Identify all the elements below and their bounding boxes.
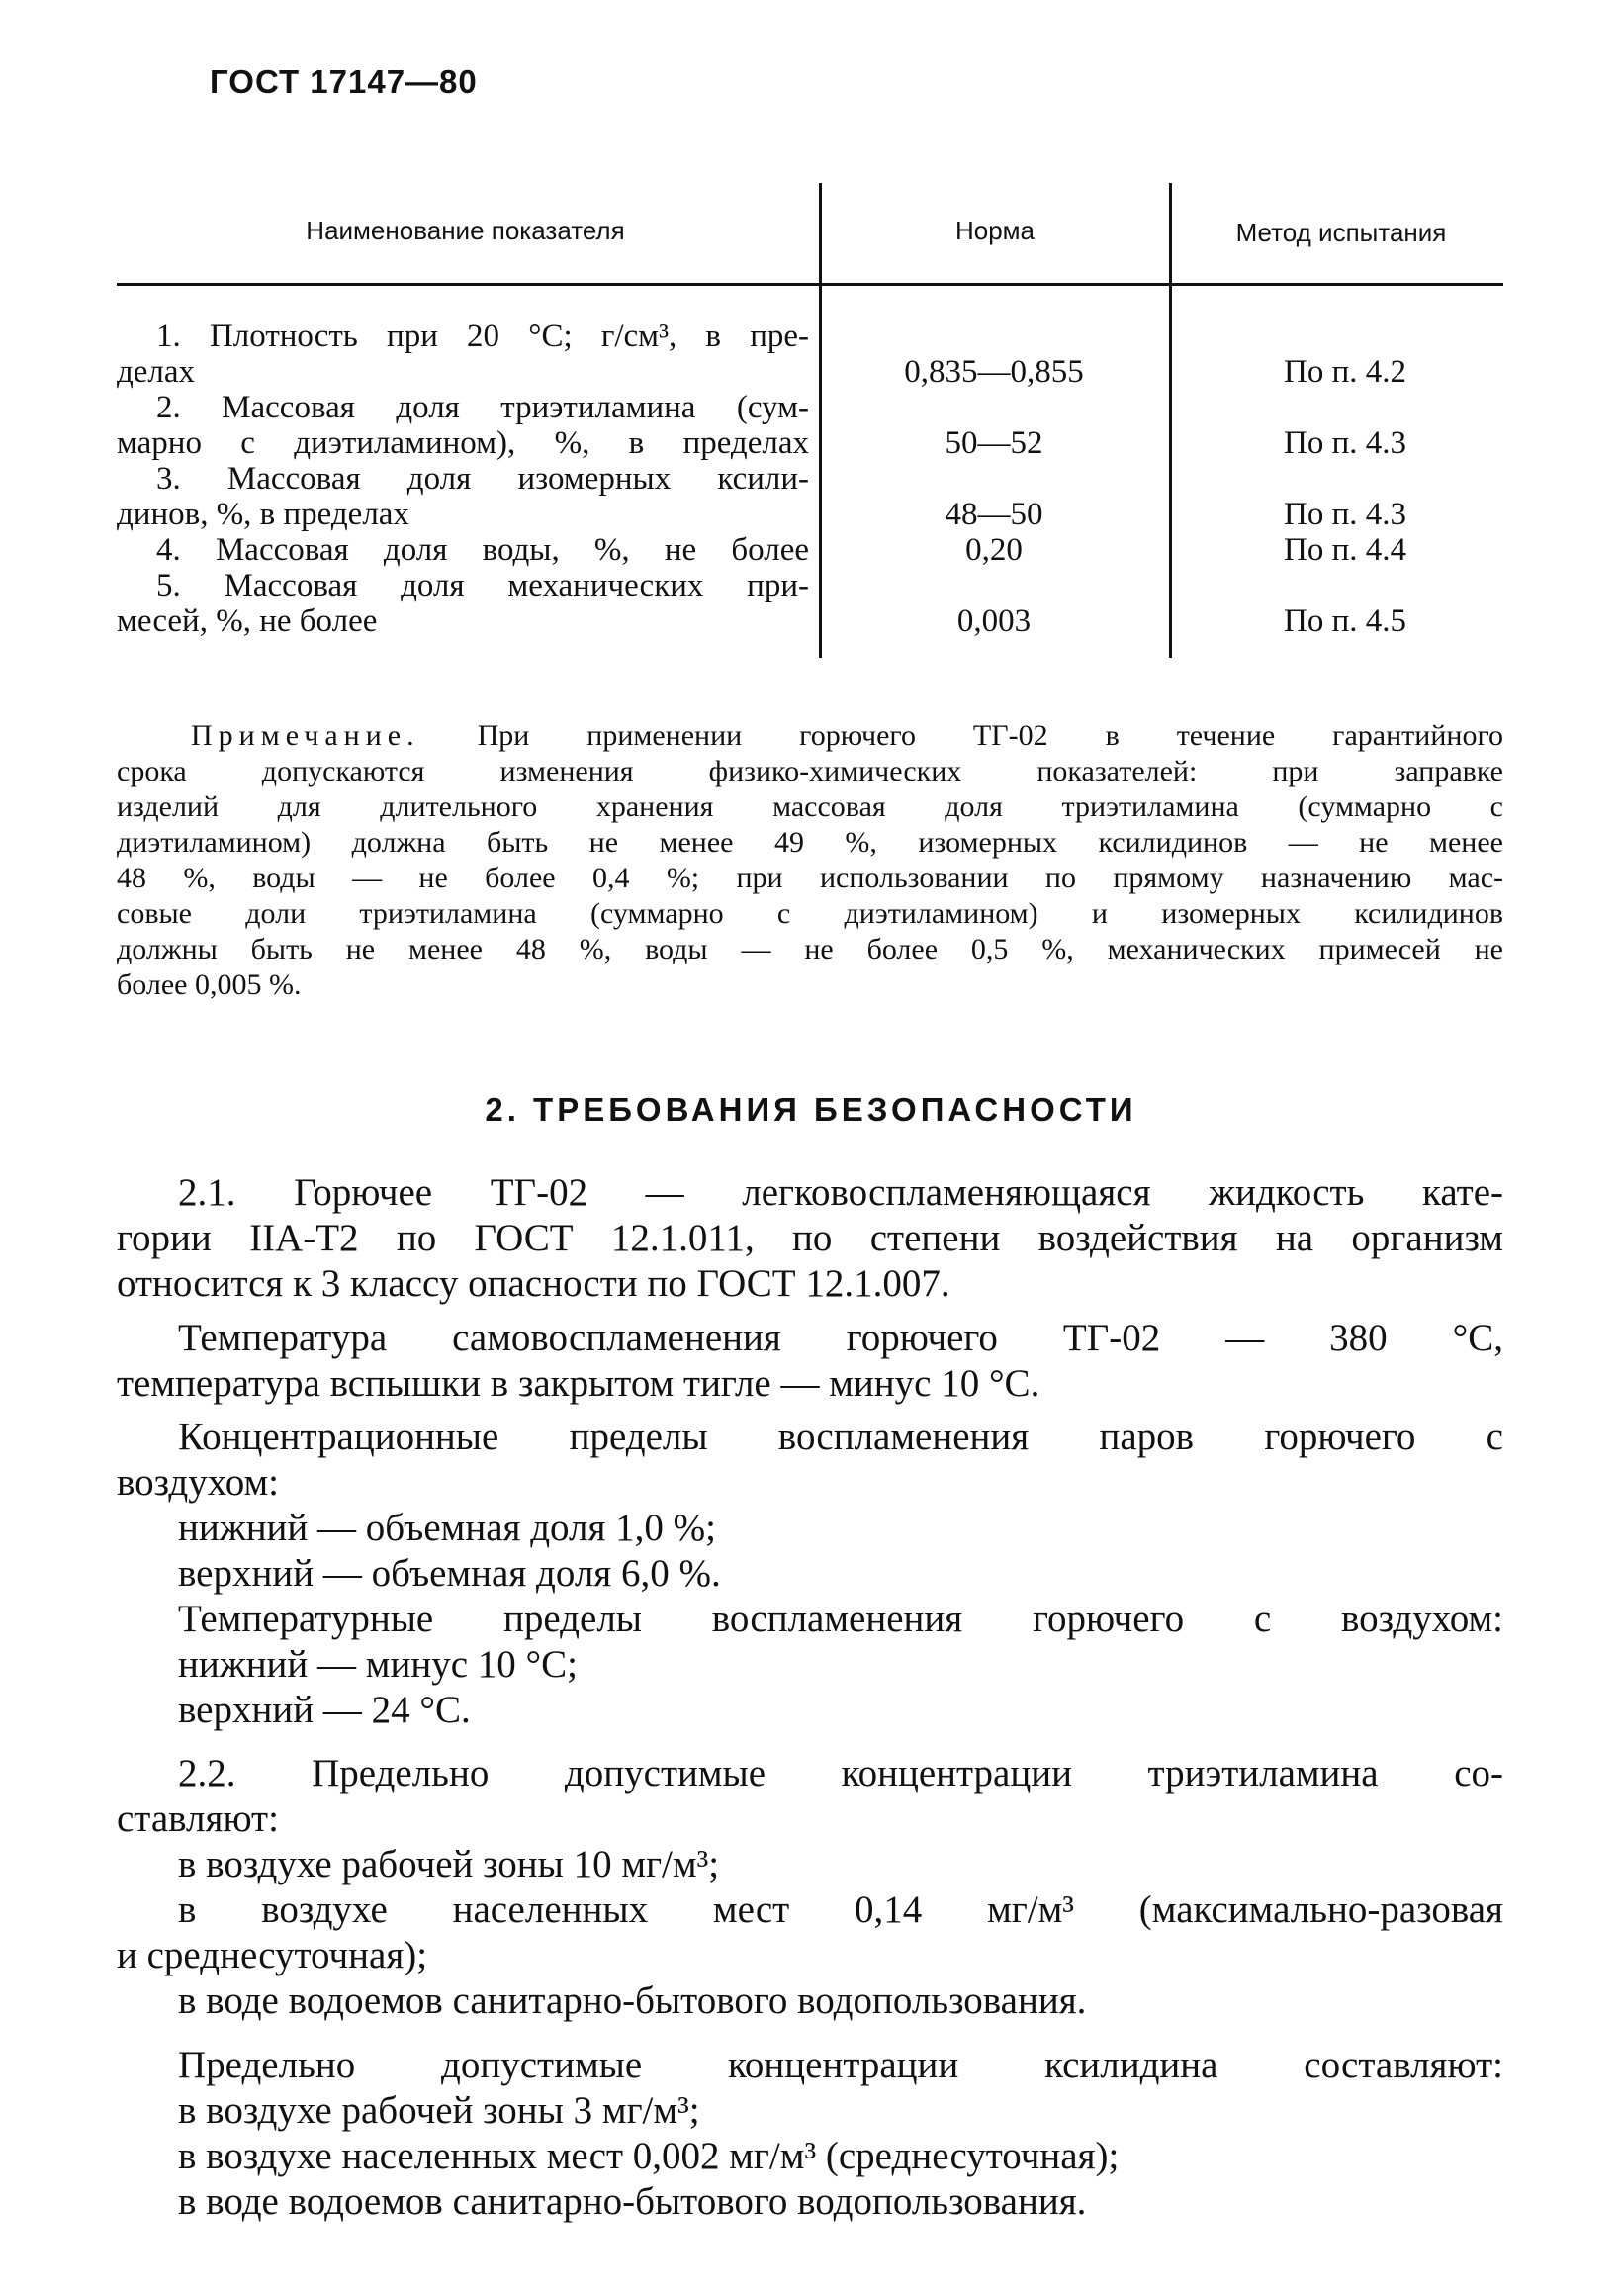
table-row-1-norm: 0,835—0,855 xyxy=(904,354,1084,390)
table-row-3-method: По п. 4.3 xyxy=(1284,497,1406,532)
paragraph-xylidine: Предельно допустимые концентрации ксилидина составляют: в воздухе рабочей зоны 3 мг/м³; в воздухе населенных мест 0,002 мг/м³ (среднесуточная); в воде водоемов санитарно-бытового водопользования. xyxy=(117,2043,1503,2225)
table-row-5-name: 5. Массовая доля механических при- месей, %, не более xyxy=(117,568,809,639)
paragraph-2-1: 2.1. Горючее ТГ-02 — легковоспламеняющаяся жидкость кате- гории IIА-Т2 по ГОСТ 12.1.011, по степени воздействия на организм относится к 3 классу опасности по ГОСТ 12.1.007. xyxy=(117,1171,1503,1305)
table-row-3-name: 3. Массовая доля изомерных ксили- динов, %, в пределах xyxy=(117,461,809,532)
list-item: в воздухе населенных мест 0,14 мг/м³ (максимально-разовая xyxy=(178,1888,1503,1931)
column-header-name: Наименование показателя xyxy=(306,216,625,245)
list-item: в воде водоемов санитарно-бытового водопользования. xyxy=(178,1979,1087,2022)
table-row-1-name: 1. Плотность при 20 °С; г/см³, в пре- делах xyxy=(117,319,809,390)
table-row-2-name: 2. Массовая доля триэтиламина (сум- марно с диэтиламином), %, в пределах xyxy=(117,390,809,461)
paragraph-2-2: 2.2. Предельно допустимые концентрации триэтиламина со- ставляют: в воздухе рабочей зоны 10 мг/м³; в воздухе населенных мест 0,14 мг/м³ (максимально-разовая и среднесуточная); в воде водоемов санитарно-бытового водопользования. xyxy=(117,1752,1503,2022)
document-code: ГОСТ 17147—80 xyxy=(210,63,478,100)
list-item: в воздухе рабочей зоны 3 мг/м³; xyxy=(178,2089,700,2132)
list-item: в воздухе населенных мест 0,002 мг/м³ (среднесуточная); xyxy=(178,2135,1120,2177)
list-item: нижний — объемная доля 1,0 %; xyxy=(178,1507,717,1549)
column-header-norm: Норма xyxy=(954,216,1036,245)
table-row-2-method: По п. 4.3 xyxy=(1284,425,1406,461)
table-row-1-method: По п. 4.2 xyxy=(1284,354,1406,390)
table-header-rule xyxy=(117,283,1503,286)
list-item: в воде водоемов санитарно-бытового водопользования. xyxy=(178,2180,1087,2223)
table-row-3-norm: 48—50 xyxy=(945,497,1043,532)
list-item: нижний — минус 10 °С; xyxy=(178,1643,578,1686)
list-item: верхний — объемная доля 6,0 %. xyxy=(178,1552,721,1595)
table-row-4-norm: 0,20 xyxy=(965,532,1023,568)
table-row-2-norm: 50—52 xyxy=(945,425,1043,461)
table-note: Примечание. При применении горючего ТГ-02 в течение гарантийного срока допускаются изменения физико-химических показателей: при заправке изделий для длительного хранения массовая доля триэтиламина (суммарно с диэтиламином) должна быть не менее 49 %, изомерных ксилидинов — не менее 48 %, воды — не более 0,4 %; при использовании по прямому назначению мас- совые доли триэтиламина (суммарно с диэтиламином) и изомерных ксилидинов должны быть не менее 48 %, воды — не более 0,5 %, механических примесей не более 0,005 %. xyxy=(117,719,1503,1001)
list-item: и среднесуточная); xyxy=(117,1934,428,1976)
paragraph-temperature: Температура самовоспламенения горючего ТГ-02 — 380 °С, температура вспышки в закрытом тигле — минус 10 °С. xyxy=(117,1317,1503,1405)
table-divider-1 xyxy=(819,183,822,658)
list-item: верхний — 24 °С. xyxy=(178,1689,471,1731)
column-header-method: Метод испытания xyxy=(1235,218,1447,247)
table-row-4-method: По п. 4.4 xyxy=(1284,532,1406,568)
note-label: Примечание. xyxy=(191,719,420,752)
table-row-5-norm: 0,003 xyxy=(956,603,1032,639)
paragraph-concentration-limits: Концентрационные пределы воспламенения паров горючего с воздухом: нижний — объемная доля 1,0 %; верхний — объемная доля 6,0 %. Температурные пределы воспламенения горючего с воздухом: нижний — минус 10 °С; верхний — 24 °С. xyxy=(117,1416,1503,1731)
table-row-5-method: По п. 4.5 xyxy=(1284,603,1406,639)
list-item: в воздухе рабочей зоны 10 мг/м³; xyxy=(178,1843,720,1885)
table-row-4-name: 4. Массовая доля воды, %, не более xyxy=(156,532,809,568)
table-divider-2 xyxy=(1169,183,1172,658)
section-title: 2. ТРЕБОВАНИЯ БЕЗОПАСНОСТИ xyxy=(485,1091,1137,1128)
